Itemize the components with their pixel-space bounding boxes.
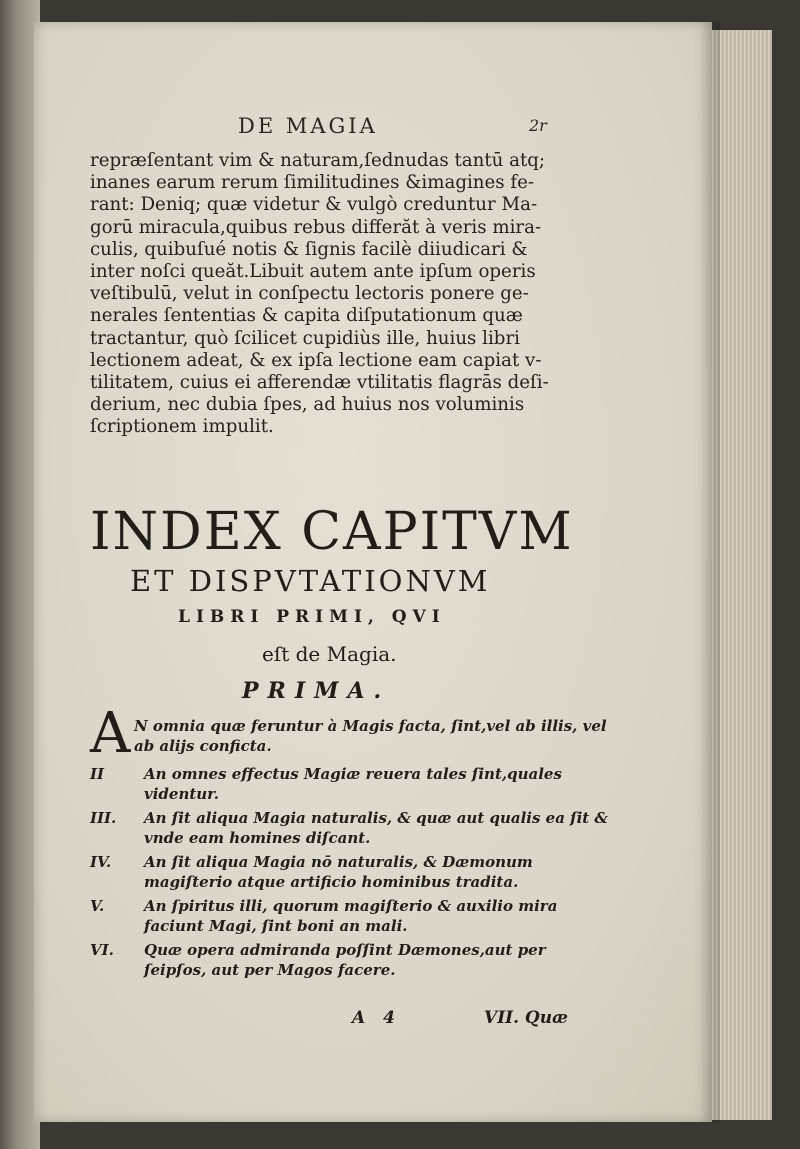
chapter-number: VI.	[90, 941, 114, 959]
book-page	[34, 22, 712, 1122]
chapter-text: An ſit aliqua Magia nō naturalis, & Dæmonum magiſterio atque artificio hominibus tradita.	[144, 853, 533, 891]
catchword: VII. Quæ	[484, 1008, 568, 1028]
running-head: DE MAGIA	[238, 114, 378, 138]
list-item	[90, 701, 610, 766]
text-line: derium, nec dubia ſpes, ad huius nos voluminis	[90, 394, 525, 416]
drop-cap: A	[90, 701, 131, 766]
text-line: inanes earum rerum ſimilitudines &imagines fe-	[90, 172, 535, 194]
text-line: veſtibulū, velut in conſpectu lectoris ponere ge-	[90, 283, 529, 305]
list-item	[90, 940, 610, 980]
text-line: culis, quibuſué notis & ſignis facilè diiudicari &	[90, 238, 528, 260]
chapter-number: IV.	[90, 853, 112, 871]
chapter-text: An omnes effectus Magiæ reuera tales ſint,quales videntur.	[144, 765, 562, 803]
folio-number: 2r	[529, 116, 547, 135]
text-line: rant: Deniq; quæ videtur & vulgò creduntur Ma-	[90, 194, 538, 216]
index-book-label: LIBRI PRIMI, QVI	[178, 607, 446, 627]
text-line: inter noſci queăt.Libuit autem ante ipſum operis	[90, 260, 536, 282]
text-line: nerales ſententias & capita diſputationum quæ	[90, 305, 523, 327]
page-header	[34, 114, 712, 144]
section-heading: PRIMA.	[242, 678, 391, 704]
chapter-number: III.	[90, 809, 117, 827]
chapter-text: An ſpiritus illi, quorum magiſterio & auxilio mira faciunt Magi, ſint boni an mali.	[144, 897, 558, 935]
text-line: gorū miracula,quibus rebus differăt à veris mira-	[90, 216, 542, 238]
page-footer	[34, 1008, 712, 1032]
text-line: tractantur, quò ſcilicet cupidiùs ille, huius libri	[90, 327, 520, 349]
text-line: repræſentant vim & naturam,ſednudas tantū atq;	[90, 150, 546, 171]
signature-mark: A 4	[352, 1008, 401, 1028]
chapter-number: V.	[90, 897, 105, 915]
chapter-number: II	[90, 765, 105, 783]
list-item	[90, 808, 610, 848]
index-subtitle: ET DISPVTATIONVM	[130, 564, 491, 598]
index-topic: eſt de Magia.	[262, 642, 397, 666]
chapter-text: An ſit aliqua Magia naturalis, & quæ aut qualis ea ſit & vnde eam homines diſcant.	[144, 809, 608, 847]
index-title: INDEX CAPITVM	[90, 502, 574, 562]
chapter-text: Quæ opera admiranda poſſint Dæmones,aut per ſeipſos, aut per Magos facere.	[144, 941, 546, 979]
text-line: lectionem adeat, & ex ipſa lectione eam capiat v-	[90, 349, 542, 371]
text-line: tilitatem, cuius ei afferendæ vtilitatis flagrās deſi-	[90, 371, 549, 393]
list-item	[90, 764, 610, 804]
page-edges	[712, 30, 772, 1120]
list-item	[90, 896, 610, 936]
list-item	[90, 852, 610, 892]
chapter-index-list	[90, 701, 610, 984]
body-paragraph	[90, 150, 600, 438]
gutter-shadow	[700, 22, 720, 1122]
chapter-text: N omnia quæ feruntur à Magis facta, ſint,vel ab illis, vel ab alijs conficta.	[134, 717, 607, 755]
text-line: ſcriptionem impulit.	[90, 416, 274, 438]
